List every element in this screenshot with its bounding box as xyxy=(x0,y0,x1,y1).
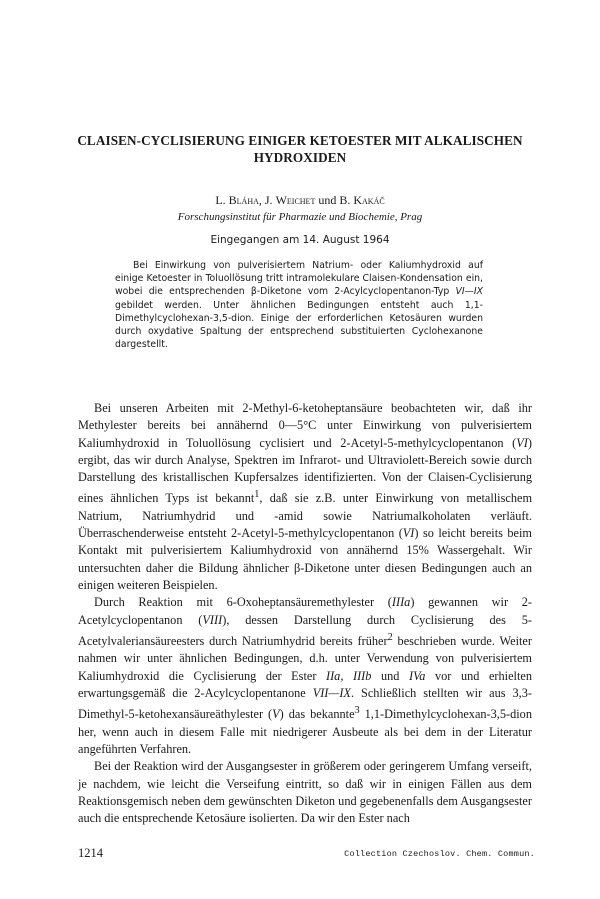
body-text: , xyxy=(340,668,353,683)
author-name: Bláha xyxy=(228,193,259,207)
author-separator: , J. xyxy=(258,193,276,207)
author-initial: L. xyxy=(215,193,229,207)
body-text: beschrieben wurde. Weiter nahmen wir unter ähnlichen Bedingungen, d.h. unter Verwendung von pulverisiertem Kaliumhydroxid die Cyclisierung der Ester xyxy=(78,634,532,683)
abstract xyxy=(115,259,483,351)
compound-label: VII—IX xyxy=(312,685,351,700)
compound-label: IIa xyxy=(325,668,341,683)
body-text: Durch Reaktion mit 6-Oxoheptansäuremethylester ( xyxy=(94,595,392,610)
body-paragraph-2 xyxy=(78,594,532,758)
abstract-text: Bei Einwirkung von pulverisiertem Natrium- oder Kaliumhydroxid auf einige Ketoester in Toluollösung tritt intramolekulare Claisen-Kondensation ein, wobei die entsprechenden β-Diketone vom 2-Acylcyclopentanon-Typ xyxy=(115,260,483,298)
compound-label: IIIa xyxy=(391,595,411,610)
body-text: , daß sie z.B. unter Einwirkung von metallischem Natrium, Natriumhydrid und -amid sowie Natriumalkoholaten verläuft. Überraschenderweise entsteht 2-Acetyl-5-methylcyclopentanon ( xyxy=(78,491,533,541)
compound-label: VI—IX xyxy=(455,286,483,298)
body-text: ) so leicht bereits beim Kontakt mit pulverisiertem Kaliumhydroxid von annähernd 15% Wassergehalt. Wir untersuchten daher die Bildung ähnlicher β-Diketone unter diesen Bedingungen auch an einigen weiteren Beispielen. xyxy=(78,526,532,593)
body-text: ) gewannen wir 2-Acetylcyclopentanon ( xyxy=(78,595,532,627)
title-line-2: HYDROXIDEN xyxy=(253,150,347,165)
author-list xyxy=(70,193,530,207)
abstract-text: gebildet werden. Unter ähnlichen Bedingungen entsteht auch 1,1-Dimethylcyclohexan-3,5-dion. Einige der erforderlichen Ketosäuren wurden durch oxydative Spaltung der entsprechend substituierten Cyclohexanone dargestellt. xyxy=(115,299,483,351)
body-text: ), dessen Darstellung durch Cyclisierung des 5-Acetylvaleriansäureesters durch Natriumhydrid bereits früher xyxy=(78,612,533,649)
compound-label: IIIb xyxy=(352,668,372,683)
author-separator: und B. xyxy=(315,193,354,207)
article-body xyxy=(78,400,532,827)
compound-label: V xyxy=(272,707,280,722)
received-date: Eingegangen am 14. August 1964 xyxy=(210,234,390,246)
body-text: Bei der Reaktion wird der Ausgangsester in größerem oder geringerem Umfang verseift, je nachdem, wie leicht die Verseifung eintritt, so daß wir in einigen Fällen aus dem Reaktionsgemisch neben dem gewünschten Diketon und gegebenenfalls dem Ausgangsester auch die entsprechende Ketosäure isolierten. Da wir den Ester nach xyxy=(78,759,532,826)
compound-label: IVa xyxy=(409,668,426,683)
article-title xyxy=(70,132,530,166)
compound-label: VIII xyxy=(202,612,223,627)
journal-name: Collection Czechoslov. Chem. Commun. xyxy=(344,849,535,859)
body-text: ) das bekannte xyxy=(279,707,355,722)
body-text: 1,1-Dimethylcyclohexan-3,5-dion her, wenn auch in diesem Falle mit niedrigerer Ausbeute als bei dem in der Literatur angeführten Verfahren. xyxy=(78,707,532,756)
body-paragraph-3 xyxy=(78,758,532,827)
page-number: 1214 xyxy=(78,846,103,860)
reference-mark: 1 xyxy=(254,489,260,501)
body-text: vor und erhielten erwartungsgemäß die 2-Acylcyclopentanone xyxy=(78,668,532,700)
body-text: ) ergibt, das wir durch Analyse, Spektren im Infrarot- und Ultraviolett-Bereich sowie durch Darstellung des kristallischen Kupfersalzes identifizierten. Von der Claisen-Cyclisierung eines ähnlichen Typs ist bekannt xyxy=(78,435,532,506)
body-text: und xyxy=(371,668,410,683)
title-line-1: CLAISEN-CYCLISIERUNG EINIGER KETOESTER MIT ALKALISCHEN xyxy=(77,133,523,148)
reference-mark: 2 xyxy=(387,631,393,643)
author-name: Kakáč xyxy=(353,193,385,207)
author-name: Weichet xyxy=(275,193,316,207)
body-paragraph-1 xyxy=(78,400,532,594)
compound-label: VI xyxy=(516,435,528,450)
compound-label: VI xyxy=(402,526,415,541)
reference-mark: 3 xyxy=(354,705,360,717)
affiliation: Forschungsinstitut für Pharmazie und Biochemie, Prag xyxy=(177,211,423,223)
body-text: Bei unseren Arbeiten mit 2-Methyl-6-ketoheptansäure beobachteten wir, daß ihr Methylester bereits bei annähernd 0—5°C unter Einwirkung von pulverisiertem Kaliumhydroxid in Toluollösung cyclisiert und 2-Acetyl-5-methylcyclopentanon ( xyxy=(78,401,532,450)
abstract-paragraph xyxy=(115,259,483,351)
body-text: . Schließlich stellten wir aus 3,3-Dimethyl-5-ketohexansäureäthylester ( xyxy=(78,685,532,722)
